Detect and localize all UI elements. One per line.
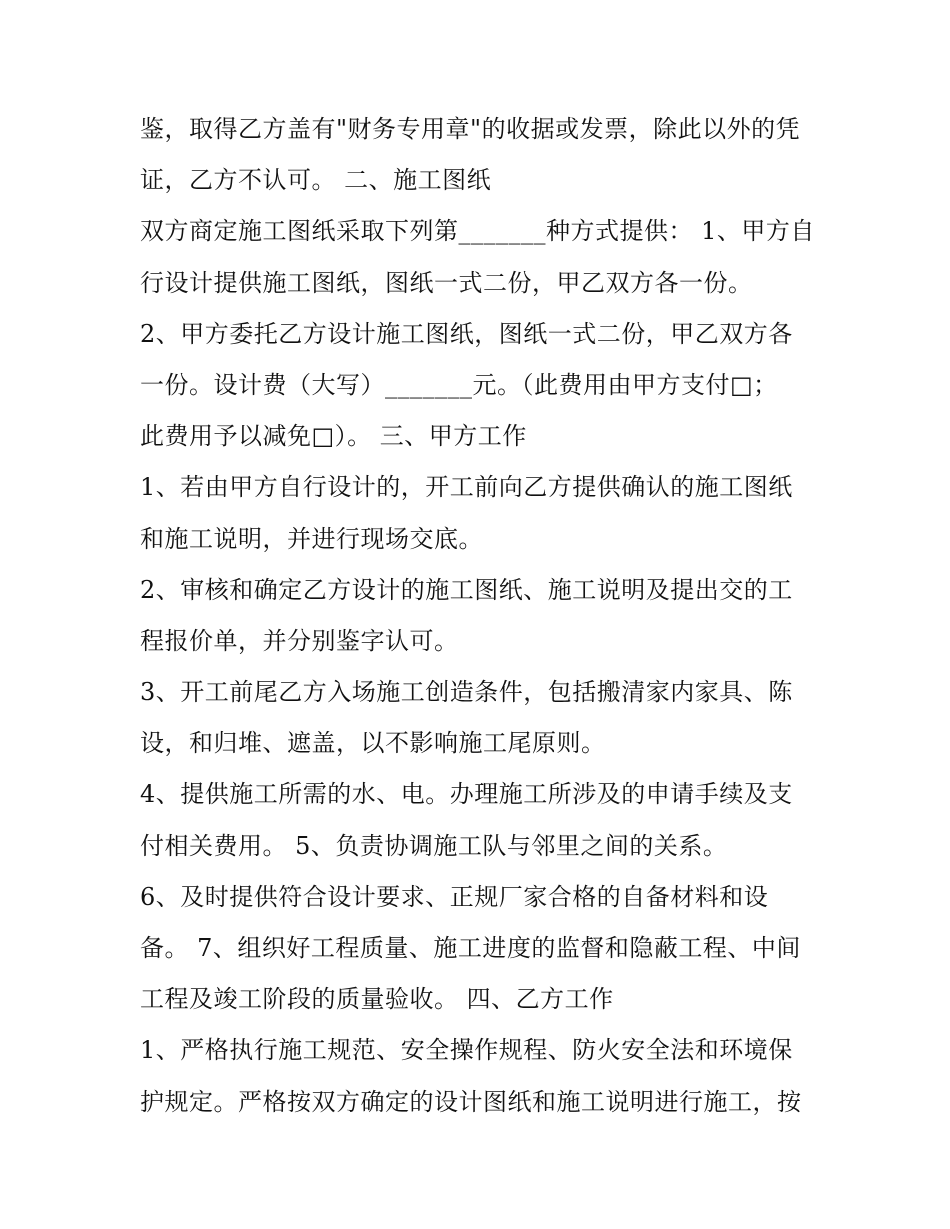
text-line: 程报价单，并分别鉴字认可。 [140,626,459,655]
text-line: 设，和归堆、遮盖，以不影响施工尾原则。 [140,729,606,758]
text-line: 一份。设计费（大写）_______元。（此费用由甲方支付□； [140,370,778,399]
text-line: 备。 7、组织好工程质量、施工进度的监督和隐蔽工程、中间 [140,934,801,962]
text-line: 行设计提供施工图纸，图纸一式二份，甲乙双方各一份。 [140,268,753,297]
document-body [140,104,830,1128]
text-line: 2、审核和确定乙方设计的施工图纸、施工说明及提出交的工 [140,575,793,604]
text-line: 和施工说明，并进行现场交底。 [140,524,483,553]
text-line: 4、提供施工所需的水、电。办理施工所涉及的申请手续及支 [140,780,793,809]
text-line: 鉴，取得乙方盖有"财务专用章"的收据或发票，除此以外的凭 [140,115,801,143]
text-line: 证，乙方不认可。 二、施工图纸 [140,166,492,195]
text-line: 工程及竣工阶段的质量验收。 四、乙方工作 [140,985,614,1014]
text-line: 1、若由甲方自行设计的，开工前向乙方提供确认的施工图纸 [140,473,793,502]
text-line: 护规定。严格按双方确定的设计图纸和施工说明进行施工，按 [140,1087,802,1116]
text-line: 1、严格执行施工规范、安全操作规程、防火安全法和环境保 [140,1036,793,1065]
text-line: 此费用予以减免□）。 三、甲方工作 [140,422,527,451]
text-line: 双方商定施工图纸采取下列第_______种方式提供： 1、甲方自 [140,217,815,246]
text-line: 付相关费用。 5、负责协调施工队与邻里之间的关系。 [140,831,728,860]
text-line: 6、及时提供符合设计要求、正规厂家合格的自备材料和设 [140,882,769,911]
text-line: 3、开工前尾乙方入场施工创造条件，包括搬清家内家具、陈 [140,678,793,707]
text-line: 2、甲方委托乙方设计施工图纸，图纸一式二份，甲乙双方各 [140,319,793,348]
